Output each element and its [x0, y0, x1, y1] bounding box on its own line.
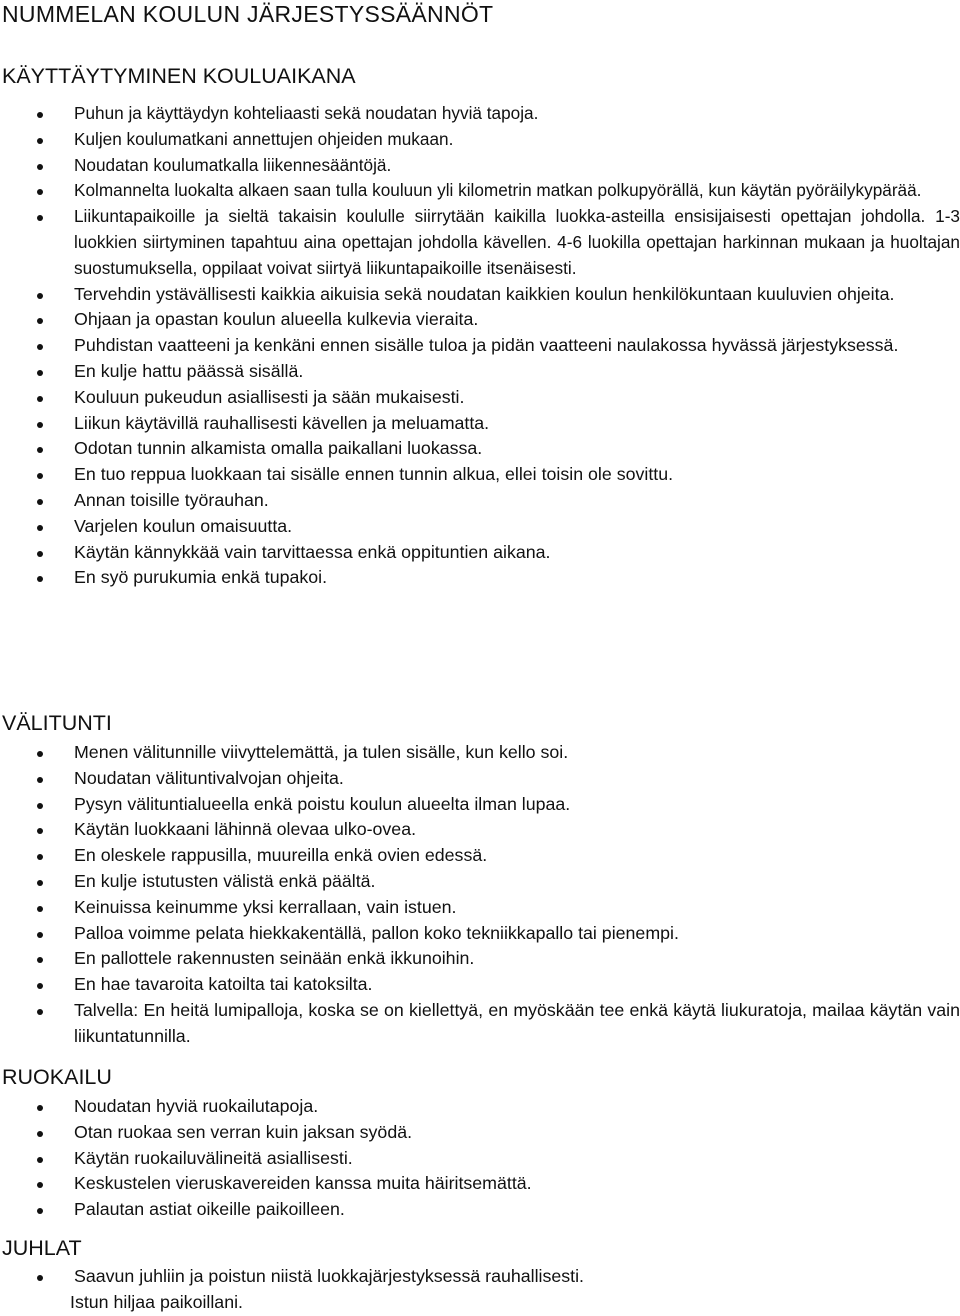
rule-item: Ohjaan ja opastan koulun alueella kulkevia vieraita.	[0, 307, 960, 333]
section-heading-celebrations: JUHLAT	[2, 1236, 82, 1260]
rule-item: En tuo reppua luokkaan tai sisälle ennen tunnin alkua, ellei toisin ole sovittu.	[0, 462, 960, 488]
rule-item: Annan toisille työrauhan.	[0, 488, 960, 514]
rule-list-recess	[0, 740, 960, 1050]
document-title: NUMMELAN KOULUN JÄRJESTYSSÄÄNNÖT	[2, 1, 494, 27]
rule-list-behaviour	[0, 101, 960, 591]
rule-item: Käytän luokkaani lähinnä olevaa ulko-ovea.	[0, 817, 960, 843]
section-heading-recess: VÄLITUNTI	[2, 711, 112, 735]
rule-item: Käytän ruokailuvälineitä asiallisesti.	[0, 1146, 960, 1172]
rule-item: Kuljen koulumatkani annettujen ohjeiden mukaan.	[0, 127, 960, 153]
rule-item: Puhdistan vaatteeni ja kenkäni ennen sisälle tuloa ja pidän vaatteeni naulakossa hyvässä järjestyksessä.	[0, 333, 960, 359]
rule-item: En oleskele rappusilla, muureilla enkä ovien edessä.	[0, 843, 960, 869]
rule-note: Istun hiljaa paikoillani.	[70, 1291, 243, 1312]
rule-item: Noudatan koulumatkalla liikennesääntöjä.	[0, 153, 960, 179]
rule-item: Odotan tunnin alkamista omalla paikallani luokassa.	[0, 436, 960, 462]
rule-item: En syö purukumia enkä tupakoi.	[0, 565, 960, 591]
rule-item: Kouluun pukeudun asiallisesti ja sään mukaisesti.	[0, 385, 960, 411]
rule-item: Liikun käytävillä rauhallisesti kävellen ja meluamatta.	[0, 411, 960, 437]
section-heading-lunch: RUOKAILU	[2, 1065, 112, 1089]
rule-item: Noudatan välituntivalvojan ohjeita.	[0, 766, 960, 792]
rule-item: Noudatan hyviä ruokailutapoja.	[0, 1094, 960, 1120]
section-heading-behaviour: KÄYTTÄYTYMINEN KOULUAIKANA	[2, 64, 356, 88]
rule-item: En pallottele rakennusten seinään enkä ikkunoihin.	[0, 946, 960, 972]
rule-item: Keinuissa keinumme yksi kerrallaan, vain istuen.	[0, 895, 960, 921]
rule-item: Menen välitunnille viivyttelemättä, ja tulen sisälle, kun kello soi.	[0, 740, 960, 766]
rule-item: En kulje hattu päässä sisällä.	[0, 359, 960, 385]
rule-item: Otan ruokaa sen verran kuin jaksan syödä.	[0, 1120, 960, 1146]
rule-item: Saavun juhliin ja poistun niistä luokkajärjestyksessä rauhallisesti.	[0, 1264, 960, 1290]
rule-item: Käytän kännykkää vain tarvittaessa enkä oppituntien aikana.	[0, 540, 960, 566]
rule-list-lunch	[0, 1094, 960, 1223]
rule-item: Puhun ja käyttäydyn kohteliaasti sekä noudatan hyviä tapoja.	[0, 101, 960, 127]
rule-item: En hae tavaroita katoilta tai katoksilta.	[0, 972, 960, 998]
rule-list-celebrations	[0, 1264, 960, 1316]
rule-item: Keskustelen vieruskavereiden kanssa muita häiritsemättä.	[0, 1171, 960, 1197]
rule-item: Liikuntapaikoille ja sieltä takaisin koululle siirrytään kaikilla luokka-asteilla ensisijaisesti opettajan johdolla. 1-3 luokkien siirtyminen tapahtuu aina opettajan johdolla kävellen. 4-6 luokilla opettajan harkinnan mukaan ja huoltajan suostumuksella, oppilaat voivat siirtyä liikuntapaikoille itsenäisesti.	[0, 204, 960, 281]
rule-item: Tervehdin ystävällisesti kaikkia aikuisia sekä noudatan kaikkien koulun henkilökuntaan kuuluvien ohjeita.	[0, 282, 960, 308]
rule-item: En kulje istutusten välistä enkä päältä.	[0, 869, 960, 895]
rule-item: Talvella: En heitä lumipalloja, koska se on kiellettyä, en myöskään tee enkä käytä liukuratoja, mailaa käytän vain liikuntatunnilla.	[0, 998, 960, 1050]
rule-item: Pysyn välituntialueella enkä poistu koulun alueelta ilman lupaa.	[0, 792, 960, 818]
rule-item: Varjelen koulun omaisuutta.	[0, 514, 960, 540]
rule-item: Kolmannelta luokalta alkaen saan tulla kouluun yli kilometrin matkan polkupyörällä, kun käytän pyöräilykypärää.	[0, 178, 960, 204]
rule-item: Palautan astiat oikeille paikoilleen.	[0, 1197, 960, 1223]
rule-item: Palloa voimme pelata hiekkakentällä, pallon koko tekniikkapallo tai pienempi.	[0, 921, 960, 947]
